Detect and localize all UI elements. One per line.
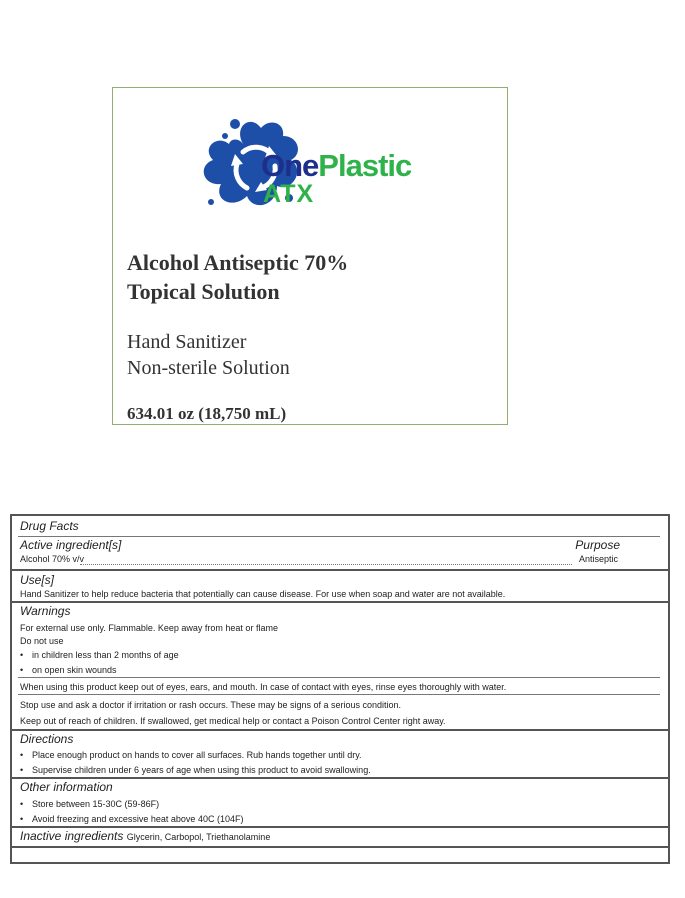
title-line-2: Topical Solution: [127, 279, 280, 304]
drug-facts-heading: Drug Facts: [20, 519, 79, 533]
product-title: [127, 248, 348, 306]
logo-wordmark: [261, 150, 411, 181]
logo-word-plastic: Plastic: [318, 148, 412, 183]
logo-word-one: One: [261, 148, 319, 183]
list-item: • Store between 15-30C (59-86F): [20, 799, 160, 809]
list-item: • Place enough product on hands to cover all surfaces. Rub hands together until dry.: [20, 750, 362, 760]
purpose-heading: Purpose: [575, 538, 620, 552]
uses-heading: Use[s]: [20, 573, 55, 587]
directions-heading: Directions: [20, 732, 74, 746]
product-volume: 634.01 oz (18,750 mL): [127, 404, 287, 423]
subtitle-line-2: Non-sterile Solution: [127, 357, 290, 379]
inactive-ingredients-row: [20, 829, 270, 843]
inactive-text: Glycerin, Carbopol, Triethanolamine: [126, 832, 271, 842]
product-subtitle: [127, 329, 290, 381]
stop-use-text: Stop use and ask a doctor if irritation or rash occurs. These may be signs of a serious condition.: [20, 700, 402, 710]
uses-text: Hand Sanitizer to help reduce bacteria that potentially can cause disease. For use when soap and water are not available.: [20, 589, 506, 599]
when-using-text: When using this product keep out of eyes, ears, and mouth. In case of contact with eyes, rinse eyes thoroughly with water.: [20, 682, 507, 692]
active-ingredient-value: Alcohol 70% v/v: [20, 554, 85, 564]
logo-word-atx: ATX: [263, 180, 315, 208]
warnings-external: For external use only. Flammable. Keep away from heat or flame: [20, 623, 278, 633]
keep-out-text: Keep out of reach of children. If swallowed, get medical help or contact a Poison Control Center right away.: [20, 716, 446, 726]
list-item: • Avoid freezing and excessive heat above 40C (104F): [20, 814, 244, 824]
list-item: • Supervise children under 6 years of age when using this product to avoid swallowing.: [20, 765, 371, 775]
other-info-heading: Other information: [20, 780, 113, 794]
do-not-use-label: Do not use: [20, 636, 64, 646]
leader-dots: [80, 558, 572, 565]
purpose-value: Antiseptic: [578, 554, 618, 564]
active-ingredient-heading: Active ingredient[s]: [20, 538, 122, 552]
inactive-heading: Inactive ingredients: [20, 829, 124, 843]
title-line-1: Alcohol Antiseptic 70%: [127, 250, 349, 275]
front-label-panel: [112, 87, 508, 425]
subtitle-line-1: Hand Sanitizer: [127, 331, 247, 353]
warnings-heading: Warnings: [20, 604, 71, 618]
list-item: • on open skin wounds: [20, 665, 117, 675]
list-item: • in children less than 2 months of age: [20, 650, 179, 660]
drug-facts-panel: [10, 514, 670, 864]
